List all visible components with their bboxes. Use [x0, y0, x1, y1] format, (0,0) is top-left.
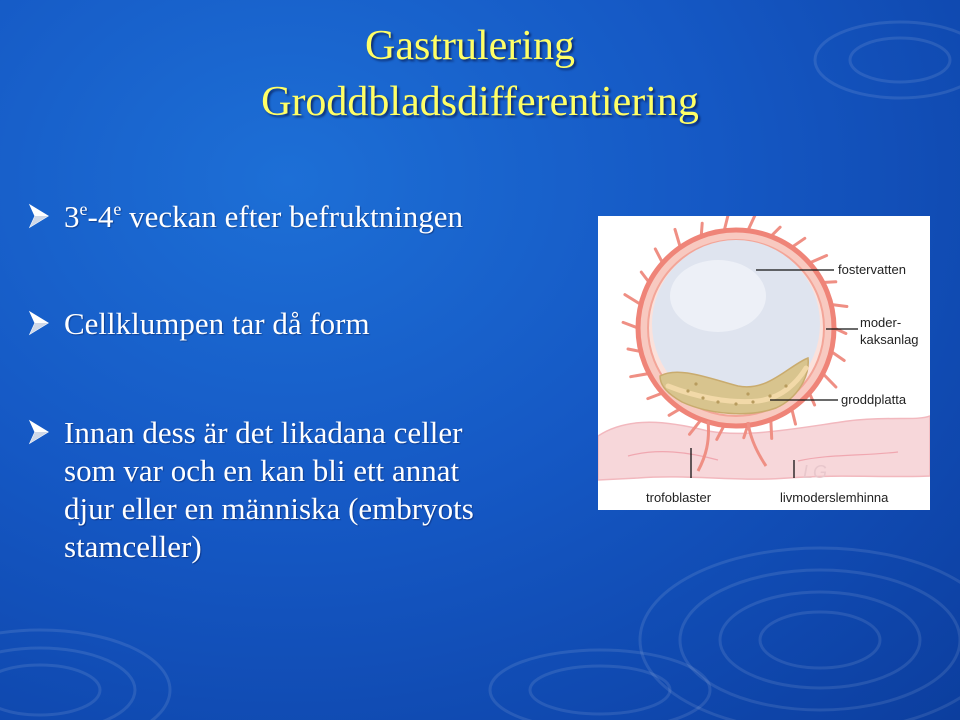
label-moderkaksanlag-1: moder- — [860, 315, 902, 330]
uterine-lining-shape — [598, 416, 930, 480]
trophoblast-spike — [771, 420, 772, 439]
label-moderkaksanlag-2: kaksanlag — [860, 332, 919, 347]
label-livmoderslemhinna: livmoderslemhinna — [780, 490, 889, 505]
embryo-diagram — [598, 216, 930, 510]
embryo-diagram-illustration — [598, 216, 930, 510]
trophoblast-spike — [631, 374, 650, 377]
diagram-watermark: LG — [803, 462, 828, 482]
bullet-text-line1: Innan dess är det likadana celler — [64, 415, 463, 450]
arrow-bullet-icon — [28, 310, 50, 336]
bullet-text-weeks: 3e-4e veckan efter befruktningen — [64, 199, 464, 234]
label-fostervatten: fostervatten — [838, 262, 906, 277]
trophoblast-spike — [809, 256, 826, 264]
bullet-text-line2: som var och en kan bli ett annat — [64, 453, 460, 488]
trophoblast-spike — [675, 229, 680, 247]
label-trofoblaster: trofoblaster — [646, 490, 712, 505]
bullet-text-line3: djur eller en människa (embryots — [64, 491, 474, 526]
arrow-bullet-icon — [28, 419, 50, 445]
slide-title-line2: Groddbladsdifferentiering — [261, 79, 699, 125]
trophoblast-spike — [823, 374, 836, 388]
label-groddplatta: groddplatta — [841, 392, 907, 407]
trophoblast-spike — [625, 295, 641, 305]
bullet-text-form: Cellklumpen tar då form — [64, 306, 370, 341]
arrow-bullet-icon — [28, 203, 50, 229]
slide-title-line1: Gastrulering — [365, 23, 575, 69]
bullet-text-line4: stamceller) — [64, 529, 202, 564]
